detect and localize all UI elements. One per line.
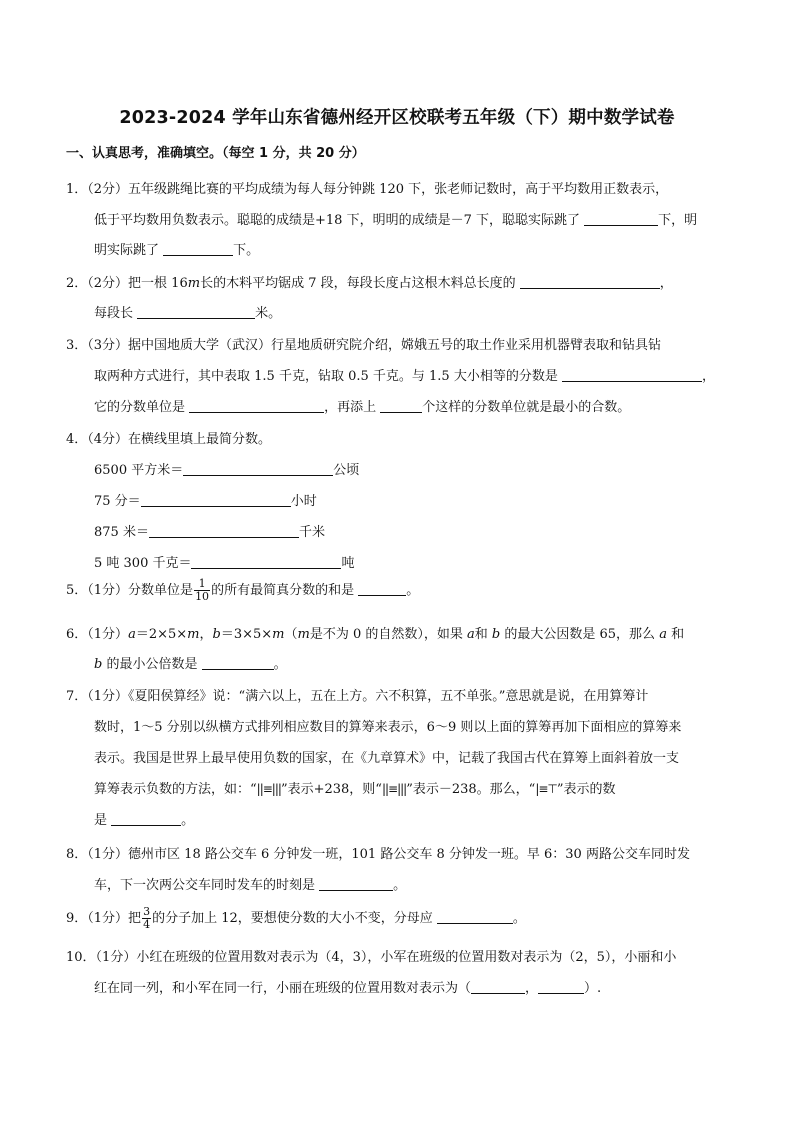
- question-text: （3分）据中国地质大学（武汉）行星地质研究院介绍，嫦娥五号的取土作业采用机器臂表取和钻具钻: [87, 338, 662, 353]
- question-7-line-4: [94, 778, 616, 797]
- question-text: （4分）在横线里填上最简分数。: [87, 432, 272, 447]
- question-text: 下，明: [658, 213, 698, 228]
- question-text: 吨: [341, 556, 355, 571]
- fraction-numerator: 1: [194, 578, 210, 591]
- question-text: ，再添上: [324, 400, 381, 415]
- variable: a: [467, 627, 475, 642]
- question-text: 。: [406, 583, 420, 598]
- variable: m: [187, 627, 200, 642]
- question-text: 的最大公因数是 65，那么: [500, 627, 660, 642]
- question-text: 是不为 0 的自然数），如果: [309, 627, 467, 642]
- question-text: 75 分＝: [94, 494, 141, 509]
- answer-blank[interactable]: [471, 981, 525, 994]
- question-10-line-2: [94, 977, 601, 996]
- conversion-row: [94, 459, 359, 478]
- question-text: ＝3×5×: [220, 627, 273, 642]
- question-2-line-2: [94, 302, 281, 321]
- question-text: 875 米＝: [94, 525, 149, 540]
- question-1-line-3: [94, 239, 259, 258]
- question-7-line-3: 表示。我国是世界上最早使用负数的国家，在《九章算术》中，记载了我国古代在算筹上面斜着放一支: [94, 751, 680, 766]
- question-text: 它的分数单位是: [94, 400, 190, 415]
- question-3-line-2: [94, 365, 715, 384]
- question-text: （: [284, 627, 298, 642]
- question-number: 7．: [66, 689, 88, 704]
- question-8: [66, 843, 690, 862]
- answer-blank[interactable]: [191, 556, 341, 569]
- fraction-denominator: 4: [143, 918, 151, 931]
- answer-blank[interactable]: [141, 494, 291, 507]
- section-heading: 一、认真思考，准确填空。（每空 1 分，共 20 分）: [66, 146, 365, 161]
- answer-blank[interactable]: [538, 981, 584, 994]
- answer-blank[interactable]: [380, 400, 422, 413]
- answer-blank[interactable]: [189, 400, 324, 413]
- question-text: ，: [701, 369, 715, 384]
- question-text: 的最小公倍数是: [102, 657, 202, 672]
- question-number: 9．: [66, 911, 88, 926]
- question-text: ，: [525, 981, 539, 996]
- conversion-row: [94, 490, 317, 509]
- question-number: 5．: [66, 583, 88, 598]
- question-text: 6500 平方米＝: [94, 463, 184, 478]
- question-6-line-2: [94, 653, 287, 672]
- question-9: [66, 906, 526, 931]
- question-5: [66, 578, 419, 603]
- question-number: 2．: [66, 276, 88, 291]
- question-text: 取两种方式进行，其中表取 1.5 千克，钻取 0.5 千克。与 1.5 大小相等的分数是: [94, 369, 562, 384]
- question-number: 10．: [66, 950, 96, 965]
- variable: b: [94, 657, 103, 672]
- question-text: 小时: [290, 494, 317, 509]
- fraction: [194, 578, 210, 603]
- variable: b: [212, 627, 221, 642]
- question-text: （1分）小红在班级的位置用数对表示为（4，3），小军在班级的位置用数对表示为（2，5），小丽和小: [95, 950, 677, 965]
- answer-blank[interactable]: [163, 243, 233, 256]
- variable: m: [297, 627, 310, 642]
- question-text: 低于平均数用负数表示。聪聪的成绩是+18 下，明明的成绩是－7 下，聪聪实际跳了: [94, 213, 585, 228]
- question-number: 8．: [66, 847, 88, 862]
- question-8-line-2: [94, 874, 406, 893]
- question-text: ＝2×5×: [135, 627, 188, 642]
- conversion-row: [94, 552, 355, 571]
- question-4: [66, 428, 271, 447]
- question-text: 个这样的分数单位就是最小的合数。: [422, 400, 631, 415]
- counting-rod-numeral: ||≡|||: [381, 782, 407, 796]
- question-3: [66, 334, 661, 353]
- question-text: （1分）分数单位是: [87, 583, 194, 598]
- conversion-row: [94, 521, 325, 540]
- question-text: ，: [199, 627, 213, 642]
- counting-rod-numeral: |≡⊤: [535, 782, 557, 796]
- answer-blank[interactable]: [183, 463, 333, 476]
- question-number: 3．: [66, 338, 88, 353]
- question-text: 明实际跳了: [94, 243, 164, 258]
- question-7-line-2: 数时，1～5 分别以纵横方式排列相应数目的算筹来表示，6～9 则以上面的算筹再加下面相应的算筹来: [94, 720, 682, 735]
- fraction-denominator: 10: [195, 590, 210, 603]
- counting-rod-numeral: ||≡|||: [256, 782, 281, 796]
- question-text: ”表示的数: [556, 782, 616, 797]
- answer-blank[interactable]: [137, 306, 255, 319]
- question-text: （1分）把: [87, 911, 142, 926]
- question-text: 每段长: [94, 306, 138, 321]
- answer-blank[interactable]: [437, 911, 513, 924]
- variable: m: [187, 276, 201, 291]
- question-text: 。: [181, 813, 195, 828]
- question-text: 5 吨 300 千克＝: [94, 556, 192, 571]
- variable: m: [272, 627, 285, 642]
- question-text: 和: [666, 627, 685, 642]
- question-text: 。: [273, 657, 287, 672]
- question-3-line-3: [94, 396, 630, 415]
- question-text: 长的木料平均锯成 7 段，每段长度占这根木料总长度的: [200, 276, 520, 291]
- question-1-line-2: [94, 209, 697, 228]
- question-text: 公顷: [333, 463, 360, 478]
- question-text: ）.: [584, 981, 602, 996]
- question-text: ”表示－238。那么，“: [406, 782, 536, 797]
- question-text: （2分）五年级跳绳比赛的平均成绩为每人每分钟跳 120 下，张老师记数时，高于平均数用正数表示，: [87, 182, 669, 197]
- answer-blank[interactable]: [520, 276, 660, 289]
- fraction-numerator: 3: [143, 905, 151, 918]
- question-6: [66, 623, 684, 642]
- page-title: 2023-2024 学年山东省德州经开区校联考五年级（下）期中数学试卷: [119, 108, 675, 128]
- question-text: ”表示+238，则“: [280, 782, 382, 797]
- question-text: 。: [512, 911, 526, 926]
- question-text: 是: [94, 813, 112, 828]
- question-2: [66, 272, 673, 291]
- question-text: 米。: [255, 306, 282, 321]
- question-text: 的所有最简真分数的和是: [211, 583, 359, 598]
- question-text: 和: [474, 627, 492, 642]
- answer-blank[interactable]: [111, 813, 181, 826]
- variable: a: [128, 627, 136, 642]
- fraction: [142, 906, 151, 931]
- variable: a: [659, 627, 667, 642]
- question-1: [66, 178, 668, 197]
- answer-blank[interactable]: [202, 657, 274, 670]
- question-text: 千米: [298, 525, 325, 540]
- question-7: [66, 685, 648, 704]
- question-text: 车，下一次两公交车同时发车的时刻是: [94, 878, 320, 893]
- answer-blank[interactable]: [562, 369, 702, 382]
- question-text: （1分）德州市区 18 路公交车 6 分钟发一班，101 路公交车 8 分钟发一班。早 6：30 两路公交车同时发: [87, 847, 690, 862]
- answer-blank[interactable]: [358, 583, 406, 596]
- answer-blank[interactable]: [149, 525, 299, 538]
- question-number: 4．: [66, 432, 88, 447]
- question-text: 下。: [233, 243, 260, 258]
- variable: b: [491, 627, 501, 642]
- question-7-line-5: [94, 809, 194, 828]
- question-text: （1分）《夏阳侯算经》说：“满六以上，五在上方。六不积算，五不单张。”意思就是说，在用算筹计: [87, 689, 649, 704]
- question-text: ，: [659, 276, 673, 291]
- question-number: 1．: [66, 182, 88, 197]
- answer-blank[interactable]: [584, 213, 658, 226]
- question-number: 6．: [66, 627, 88, 642]
- question-text: 。: [393, 878, 407, 893]
- question-text: 红在同一列，和小军在同一行，小丽在班级的位置用数对表示为（: [94, 981, 472, 996]
- question-text: 的分子加上 12，要想使分数的大小不变，分母应: [152, 911, 437, 926]
- question-text: （1分）: [87, 627, 129, 642]
- question-text: 算筹表示负数的方法，如：“: [94, 782, 257, 797]
- question-10: [66, 946, 676, 965]
- question-text: （2分）把一根 16: [87, 276, 188, 291]
- answer-blank[interactable]: [319, 878, 393, 891]
